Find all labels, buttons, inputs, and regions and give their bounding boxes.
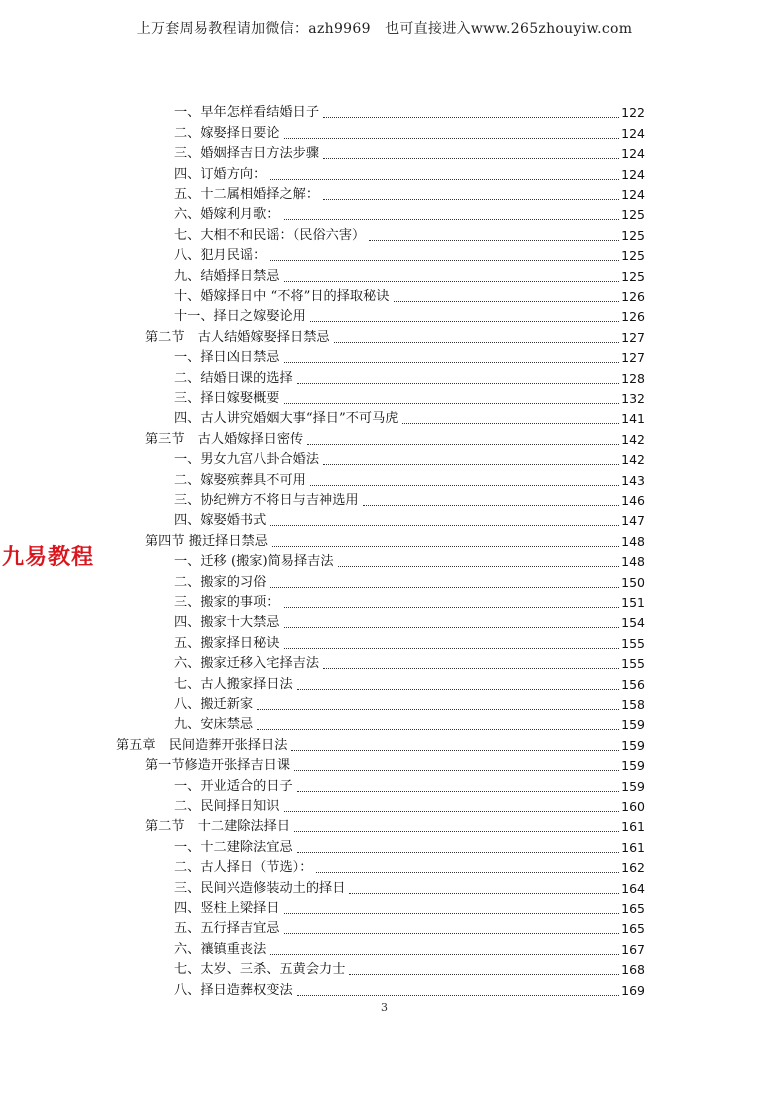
toc-leader-dots <box>284 932 620 934</box>
toc-entry-page: 126 <box>621 309 645 325</box>
toc-leader-dots <box>284 218 620 220</box>
toc-entry-title: 第二节 古人结婚嫁娶择日禁忌 <box>145 329 330 345</box>
toc-entry-title: 二、结婚日课的选择 <box>174 370 293 386</box>
toc-entry-page: 124 <box>621 125 645 141</box>
toc-entry-page: 124 <box>621 146 645 162</box>
toc-entry-page: 148 <box>621 533 645 549</box>
toc-entry-title: 一、早年怎样看结婚日子 <box>174 105 320 121</box>
toc-entry-page: 156 <box>621 676 645 692</box>
toc-entry[interactable] <box>145 815 645 835</box>
toc-entry[interactable] <box>174 897 645 917</box>
toc-entry[interactable] <box>174 509 645 529</box>
toc-entry-title: 二、嫁娶择日要论 <box>174 125 280 141</box>
toc-entry[interactable] <box>174 652 645 672</box>
toc-leader-dots <box>284 361 620 363</box>
toc-entry-title: 三、协纪辨方不将日与吉神选用 <box>174 492 359 508</box>
toc-entry-page: 127 <box>621 350 645 366</box>
toc-leader-dots <box>284 280 620 282</box>
toc-leader-dots <box>257 728 619 730</box>
toc-entry-title: 七、太岁、三杀、五黄会力士 <box>174 962 346 978</box>
toc-leader-dots <box>284 810 620 812</box>
toc-entry-page: 151 <box>621 594 645 610</box>
toc-entry[interactable] <box>174 856 645 876</box>
toc-leader-dots <box>363 504 620 506</box>
toc-entry[interactable] <box>174 937 645 957</box>
toc-entry-page: 142 <box>621 431 645 447</box>
toc-entry-page: 124 <box>621 166 645 182</box>
toc-entry-page: 159 <box>621 737 645 753</box>
toc-leader-dots <box>369 239 619 241</box>
toc-entry[interactable] <box>174 672 645 692</box>
toc-leader-dots <box>284 647 620 649</box>
toc-entry[interactable] <box>174 203 645 223</box>
toc-leader-dots <box>270 178 619 180</box>
toc-leader-dots <box>294 769 619 771</box>
toc-leader-dots <box>270 953 619 955</box>
toc-leader-dots <box>284 137 620 139</box>
toc-entry-title: 七、古人搬家择日法 <box>174 676 293 692</box>
toc-entry[interactable] <box>174 611 645 631</box>
toc-leader-dots <box>323 157 619 159</box>
toc-entry-page: 150 <box>621 574 645 590</box>
toc-entry-title: 四、搬家十大禁忌 <box>174 615 280 631</box>
toc-entry[interactable] <box>174 264 645 284</box>
toc-leader-dots <box>297 688 619 690</box>
toc-entry[interactable] <box>174 305 645 325</box>
toc-entry[interactable] <box>174 244 645 264</box>
toc-leader-dots <box>270 586 619 588</box>
toc-entry-page: 125 <box>621 268 645 284</box>
toc-leader-dots <box>297 994 619 996</box>
toc-entry-page: 155 <box>621 656 645 672</box>
toc-entry-title: 九、安床禁忌 <box>174 717 254 733</box>
toc-leader-dots <box>323 198 619 200</box>
toc-leader-dots <box>270 524 619 526</box>
toc-entry-title: 八、择日造葬权变法 <box>174 982 293 998</box>
toc-entry[interactable] <box>145 754 645 774</box>
toc-entry-page: 125 <box>621 207 645 223</box>
toc-entry-page: 147 <box>621 513 645 529</box>
toc-entry-title: 一、十二建除法宜忌 <box>174 839 293 855</box>
toc-entry-title: 五、十二属相婚择之解： <box>174 186 320 202</box>
toc-entry-title: 六、搬家迁移入宅择吉法 <box>174 656 320 672</box>
toc-leader-dots <box>257 708 619 710</box>
toc-entry[interactable] <box>174 223 645 243</box>
toc-entry-page: 146 <box>621 492 645 508</box>
toc-entry[interactable] <box>174 591 645 611</box>
toc-leader-dots <box>270 259 619 261</box>
toc-leader-dots <box>316 871 619 873</box>
toc-entry-page: 125 <box>621 227 645 243</box>
toc-leader-dots <box>297 851 619 853</box>
toc-entry-title: 第二节 十二建除法择日 <box>145 819 291 835</box>
toc-entry-title: 七、大相不和民谣：（民俗六害） <box>174 227 366 243</box>
toc-entry-page: 158 <box>621 696 645 712</box>
toc-entry-page: 165 <box>621 900 645 916</box>
toc-leader-dots <box>402 422 619 424</box>
toc-entry[interactable] <box>174 631 645 651</box>
toc-entry-title: 四、嫁娶婚书式 <box>174 513 267 529</box>
toc-entry[interactable] <box>174 346 645 366</box>
toc-entry[interactable] <box>174 550 645 570</box>
toc-entry[interactable] <box>174 101 645 121</box>
toc-entry-page: 161 <box>621 839 645 855</box>
toc-entry-title: 三、民间兴造修装动土的择日 <box>174 880 346 896</box>
toc-leader-dots <box>338 565 620 567</box>
toc-leader-dots <box>323 463 619 465</box>
toc-entry-title: 六、禳镇重丧法 <box>174 941 267 957</box>
toc-leader-dots <box>294 830 619 832</box>
toc-entry-page: 125 <box>621 248 645 264</box>
toc-leader-dots <box>307 443 619 445</box>
toc-entry-title: 二、民间择日知识 <box>174 798 280 814</box>
toc-entry-title: 第三节 古人婚嫁择日密传 <box>145 431 304 447</box>
toc-entry[interactable] <box>145 325 645 345</box>
toc-entry[interactable] <box>174 774 645 794</box>
toc-entry[interactable] <box>174 835 645 855</box>
page-number: 3 <box>381 1001 388 1014</box>
toc-entry-title: 四、订婚方向： <box>174 166 267 182</box>
toc-entry-title: 一、迁移 (搬家)简易择吉法 <box>174 554 334 570</box>
toc-entry[interactable] <box>174 183 645 203</box>
toc-entry[interactable] <box>174 795 645 815</box>
toc-entry-title: 五、五行择吉宜忌 <box>174 921 280 937</box>
toc-entry-title: 六、婚嫁利月歌： <box>174 207 280 223</box>
toc-entry[interactable] <box>174 917 645 937</box>
toc-entry-page: 126 <box>621 288 645 304</box>
toc-entry[interactable] <box>174 162 645 182</box>
toc-entry[interactable] <box>174 387 645 407</box>
toc-leader-dots <box>349 973 619 975</box>
toc-leader-dots <box>334 341 620 343</box>
toc-leader-dots <box>272 545 619 547</box>
toc-entry[interactable] <box>174 366 645 386</box>
toc-entry[interactable] <box>174 121 645 141</box>
toc-entry-title: 第一节修造开张择吉日课 <box>145 758 291 774</box>
toc-entry[interactable] <box>174 876 645 896</box>
toc-leader-dots <box>284 626 620 628</box>
toc-entry-page: 127 <box>621 329 645 345</box>
toc-entry[interactable] <box>174 570 645 590</box>
toc-entry-title: 三、择日嫁娶概要 <box>174 390 280 406</box>
toc-entry-title: 八、搬迁新家 <box>174 696 254 712</box>
toc-entry-page: 159 <box>621 778 645 794</box>
toc-leader-dots <box>349 892 619 894</box>
toc-entry-page: 160 <box>621 798 645 814</box>
toc-entry-title: 一、男女九宫八卦合婚法 <box>174 452 320 468</box>
toc-entry-page: 154 <box>621 615 645 631</box>
toc-entry-title: 二、嫁娶殡葬具不可用 <box>174 472 306 488</box>
toc-entry-page: 168 <box>621 962 645 978</box>
toc-leader-dots <box>323 667 619 669</box>
toc-entry-page: 143 <box>621 472 645 488</box>
watermark-text: 九易教程 <box>2 545 95 570</box>
toc-entry-page: 142 <box>621 452 645 468</box>
toc-entry-page: 167 <box>621 941 645 957</box>
toc-leader-dots <box>310 320 619 322</box>
toc-entry-title: 二、搬家的习俗 <box>174 574 267 590</box>
page-header: 上万套周易教程请加微信：azh9969 也可直接进入www.265zhouyiw.com <box>136 21 633 37</box>
toc-entry-title: 四、古人讲究婚姻大事“择日”不可马虎 <box>174 411 399 427</box>
toc-leader-dots <box>291 749 619 751</box>
toc-entry-title: 第五章 民间造葬开张择日法 <box>116 737 288 753</box>
toc-entry-page: 169 <box>621 982 645 998</box>
toc-entry-page: 161 <box>621 819 645 835</box>
toc-leader-dots <box>284 606 620 608</box>
toc-entry[interactable] <box>174 142 645 162</box>
toc-entry-title: 一、择日凶日禁忌 <box>174 350 280 366</box>
toc-leader-dots <box>394 300 620 302</box>
toc-entry[interactable] <box>174 468 645 488</box>
toc-entry-title: 十一、择日之嫁娶论用 <box>174 309 306 325</box>
toc-entry-title: 第四节 搬迁择日禁忌 <box>145 533 268 549</box>
toc-entry-title: 五、搬家择日秘诀 <box>174 635 280 651</box>
toc-entry-page: 162 <box>621 860 645 876</box>
toc-entry-page: 128 <box>621 370 645 386</box>
toc-entry[interactable] <box>174 958 645 978</box>
toc-entry-page: 159 <box>621 717 645 733</box>
toc-entry-page: 165 <box>621 921 645 937</box>
toc-entry[interactable] <box>174 693 645 713</box>
toc-entry-page: 124 <box>621 186 645 202</box>
toc-entry-title: 四、竖柱上梁择日 <box>174 900 280 916</box>
toc-entry-title: 九、结婚择日禁忌 <box>174 268 280 284</box>
toc-entry-title: 八、犯月民谣： <box>174 248 267 264</box>
toc-entry-page: 141 <box>621 411 645 427</box>
toc-entry-title: 三、婚姻择吉日方法步骤 <box>174 146 320 162</box>
toc-entry-page: 164 <box>621 880 645 896</box>
toc-entry-title: 二、古人择日（节选）： <box>174 860 313 876</box>
toc-entry-page: 155 <box>621 635 645 651</box>
toc-entry-page: 132 <box>621 390 645 406</box>
toc-entry[interactable] <box>116 733 645 753</box>
toc-entry[interactable] <box>174 713 645 733</box>
toc-leader-dots <box>323 116 619 118</box>
toc-leader-dots <box>310 484 619 486</box>
toc-entry-title: 三、搬家的事项： <box>174 594 280 610</box>
toc-entry[interactable] <box>145 427 645 447</box>
toc-entry[interactable] <box>174 448 645 468</box>
toc-entry[interactable] <box>174 489 645 509</box>
toc-entry[interactable] <box>174 407 645 427</box>
toc-entry[interactable] <box>174 978 645 998</box>
toc-entry-title: 十、婚嫁择日中 “不将”日的择取秘诀 <box>174 288 390 304</box>
toc-leader-dots <box>284 912 620 914</box>
toc-entry-page: 159 <box>621 758 645 774</box>
toc-entry-title: 一、开业适合的日子 <box>174 778 293 794</box>
toc-entry[interactable] <box>145 529 645 549</box>
toc-entry[interactable] <box>174 285 645 305</box>
toc-entry-page: 148 <box>621 554 645 570</box>
toc-entry-page: 122 <box>621 105 645 121</box>
toc-leader-dots <box>297 790 619 792</box>
toc-leader-dots <box>284 402 620 404</box>
toc-leader-dots <box>297 382 619 384</box>
